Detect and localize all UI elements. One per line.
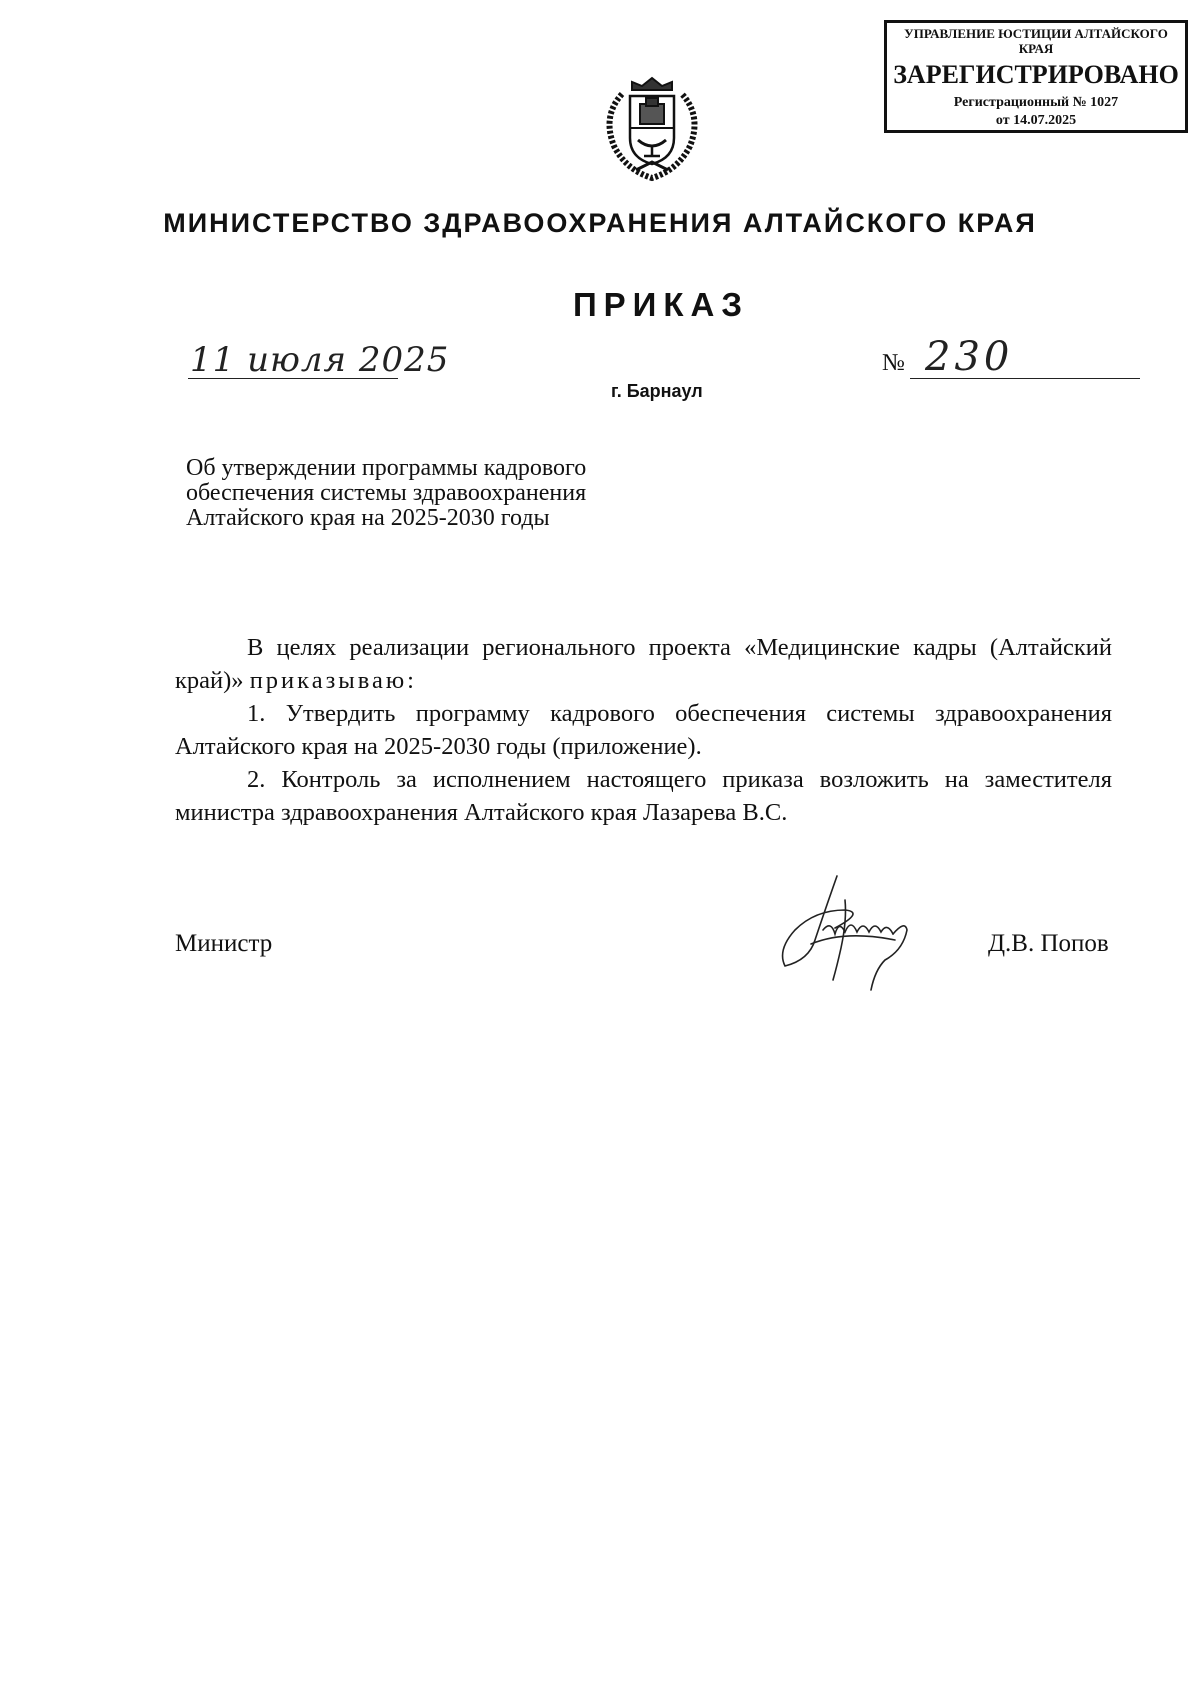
item-2: 2. Контроль за исполнением настоящего приказа возложить на заместителя министра здравоохранения Алтайского края Лазарева В.С. bbox=[175, 766, 1112, 826]
signer-position: Министр bbox=[175, 930, 273, 957]
item-1: 1. Утвердить программу кадрового обеспечения системы здравоохранения Алтайского края на 2025-2030 годы (приложение). bbox=[175, 700, 1112, 760]
stamp-status: ЗАРЕГИСТРИРОВАНО bbox=[893, 60, 1179, 89]
order-subject: Об утверждении программы кадрового обеспечения системы здравоохранения Алтайского края на 2025-2030 годы bbox=[186, 455, 587, 531]
number-sign: № bbox=[882, 350, 905, 376]
handwritten-number: 230 bbox=[925, 334, 1014, 380]
stamp-reg-date: от 14.07.2025 bbox=[995, 113, 1077, 128]
handwritten-date: 11 июля 2025 bbox=[190, 340, 450, 380]
stamp-organization: УПРАВЛЕНИЕ ЮСТИЦИИ АЛТАЙСКОГО КРАЯ bbox=[904, 26, 1168, 56]
signer-name: Д.В. Попов bbox=[988, 930, 1109, 957]
order-body bbox=[175, 632, 1112, 830]
document-type: ПРИКАЗ bbox=[572, 286, 750, 323]
stamp-reg-number: Регистрационный № 1027 bbox=[953, 95, 1119, 110]
city: г. Барнаул bbox=[611, 381, 703, 401]
preamble-text: В целях реализации регионального проекта «Медицинские кадры (Алтайский край)» bbox=[175, 634, 1112, 694]
coat-of-arms-icon bbox=[592, 66, 712, 186]
preamble-paragraph bbox=[175, 632, 1112, 697]
registration-stamp bbox=[884, 20, 1188, 133]
ministry-title: МИНИСТЕРСТВО ЗДРАВООХРАНЕНИЯ АЛТАЙСКОГО КРАЯ bbox=[163, 208, 1037, 238]
order-word: приказываю: bbox=[249, 666, 417, 694]
date-underline bbox=[188, 378, 398, 379]
number-underline bbox=[910, 378, 1140, 379]
signature-icon bbox=[775, 870, 945, 1005]
